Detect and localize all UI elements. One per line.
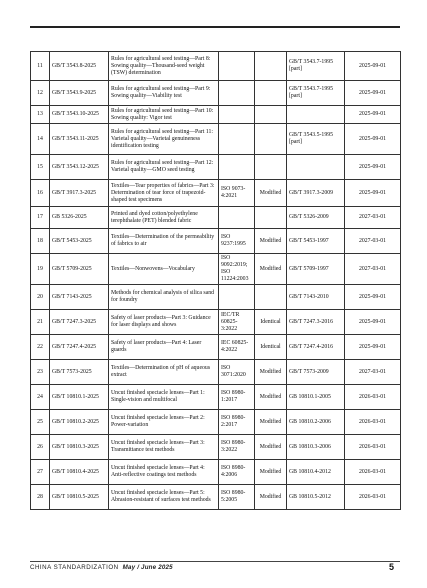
row-number: 15 (31, 155, 50, 180)
standard-title: Printed and dyed cotton/polyethylene terephthalate (PET) blended fabric (109, 207, 219, 229)
table-row (31, 460, 401, 485)
standard-code: GB/T 7143-2025 (50, 285, 109, 310)
table-row (31, 207, 401, 229)
footer-rule (30, 561, 400, 562)
adopted-international-standard (219, 106, 255, 124)
table-row (31, 254, 401, 285)
standard-title: Rules for agricultural seed testing—Part 9: Sowing quality—Viability test (109, 81, 219, 106)
standard-code: GB/T 3543.8-2025 (50, 52, 109, 81)
adoption-relationship: Identical (255, 335, 287, 360)
implementation-date: 2027-03-01 (345, 254, 401, 285)
standard-title: Rules for agricultural seed testing—Part 10: Sowing quality: Vigor test (109, 106, 219, 124)
row-number: 12 (31, 81, 50, 106)
row-number: 13 (31, 106, 50, 124)
table-body (31, 52, 401, 510)
standard-code: GB/T 3543.9-2025 (50, 81, 109, 106)
row-number: 19 (31, 254, 50, 285)
adopted-international-standard: ISO 8980-4:2006 (219, 460, 255, 485)
row-number: 23 (31, 360, 50, 385)
adopted-international-standard: ISO 8980-5:2005 (219, 485, 255, 510)
table-row (31, 229, 401, 254)
adoption-relationship (255, 52, 287, 81)
adopted-international-standard (219, 52, 255, 81)
implementation-date: 2026-03-01 (345, 435, 401, 460)
standard-title: Uncut finished spectacle lenses—Part 3: Transmittance test methods (109, 435, 219, 460)
adoption-relationship (255, 81, 287, 106)
standard-code: GB/T 5709-2025 (50, 254, 109, 285)
adopted-international-standard (219, 207, 255, 229)
implementation-date: 2025-09-01 (345, 106, 401, 124)
replaced-standard: GB/T 3543.7-1995 [part] (287, 81, 345, 106)
table-row (31, 155, 401, 180)
adopted-international-standard: ISO 9073-4:2021 (219, 180, 255, 207)
replaced-standard: GB 10810.3-2006 (287, 435, 345, 460)
table-row (31, 410, 401, 435)
table-row (31, 485, 401, 510)
adopted-international-standard: ISO 8980-3:2022 (219, 435, 255, 460)
standard-code: GB/T 10810.4-2025 (50, 460, 109, 485)
implementation-date: 2026-03-01 (345, 460, 401, 485)
standard-title: Rules for agricultural seed testing—Part 8: Sowing quality—Thousand-seed weight (TSW) determination (109, 52, 219, 81)
implementation-date: 2025-09-01 (345, 285, 401, 310)
adoption-relationship: Identical (255, 310, 287, 335)
replaced-standard: GB/T 3543.5-1995 [part] (287, 124, 345, 155)
row-number: 21 (31, 310, 50, 335)
adoption-relationship (255, 207, 287, 229)
table-row (31, 106, 401, 124)
standard-title: Textiles—Determination of pH of aqueous extract (109, 360, 219, 385)
adoption-relationship (255, 155, 287, 180)
standard-code: GB/T 7247.4-2025 (50, 335, 109, 360)
implementation-date: 2026-03-01 (345, 485, 401, 510)
standard-title: Uncut finished spectacle lenses—Part 4: Anti-reflective coatings test methods (109, 460, 219, 485)
row-number: 17 (31, 207, 50, 229)
table-row (31, 360, 401, 385)
standard-title: Safety of laser products—Part 3: Guidance for laser displays and shows (109, 310, 219, 335)
adopted-international-standard: IEC/TR 60825-3:2022 (219, 310, 255, 335)
row-number: 26 (31, 435, 50, 460)
adopted-international-standard: ISO 8980-2:2017 (219, 410, 255, 435)
replaced-standard (287, 155, 345, 180)
top-rule (30, 26, 400, 28)
standard-code: GB/T 3543.11-2025 (50, 124, 109, 155)
row-number: 27 (31, 460, 50, 485)
standard-title: Rules for agricultural seed testing—Part 11: Varietal quality—Varietal genuineness identification testing (109, 124, 219, 155)
standard-code: GB 5326-2025 (50, 207, 109, 229)
implementation-date: 2025-09-01 (345, 52, 401, 81)
adoption-relationship: Modified (255, 180, 287, 207)
standard-title: Uncut finished spectacle lenses—Part 1: Single-vision and multifocal (109, 385, 219, 410)
adoption-relationship: Modified (255, 385, 287, 410)
standard-code: GB/T 5453-2025 (50, 229, 109, 254)
replaced-standard: GB 10810.4-2012 (287, 460, 345, 485)
standard-code: GB/T 7573-2025 (50, 360, 109, 385)
standard-title: Safety of laser products—Part 4: Laser guards (109, 335, 219, 360)
row-number: 18 (31, 229, 50, 254)
adopted-international-standard (219, 81, 255, 106)
implementation-date: 2026-03-01 (345, 410, 401, 435)
adoption-relationship (255, 106, 287, 124)
table-row (31, 285, 401, 310)
standard-code: GB/T 10810.2-2025 (50, 410, 109, 435)
table-row (31, 385, 401, 410)
adoption-relationship: Modified (255, 229, 287, 254)
adoption-relationship (255, 285, 287, 310)
replaced-standard: GB/T 5453-1997 (287, 229, 345, 254)
standard-code: GB/T 3917.3-2025 (50, 180, 109, 207)
implementation-date: 2025-09-01 (345, 81, 401, 106)
implementation-date: 2027-03-01 (345, 207, 401, 229)
adoption-relationship: Modified (255, 485, 287, 510)
replaced-standard: GB/T 7143-2010 (287, 285, 345, 310)
table-row (31, 180, 401, 207)
adoption-relationship: Modified (255, 360, 287, 385)
page-number: 5 (389, 562, 395, 572)
row-number: 24 (31, 385, 50, 410)
standard-title: Textiles—Tear properties of fabrics—Part 3: Determination of tear force of trapezoid-shaped test specimens (109, 180, 219, 207)
standard-title: Rules for agricultural seed testing—Part 12: Varietal quality—GMO seed testing (109, 155, 219, 180)
table-row (31, 335, 401, 360)
standard-code: GB/T 10810.3-2025 (50, 435, 109, 460)
issue-date: May / June 2025 (122, 564, 173, 571)
replaced-standard: GB/T 7247.4-2016 (287, 335, 345, 360)
adopted-international-standard (219, 124, 255, 155)
table-row (31, 310, 401, 335)
implementation-date: 2025-09-01 (345, 124, 401, 155)
table-row (31, 52, 401, 81)
replaced-standard: GB/T 3543.7-1995 [part] (287, 52, 345, 81)
replaced-standard: GB/T 5326-2009 (287, 207, 345, 229)
replaced-standard: GB/T 5709-1997 (287, 254, 345, 285)
implementation-date: 2025-09-01 (345, 180, 401, 207)
standard-code: GB/T 7247.3-2025 (50, 310, 109, 335)
row-number: 16 (31, 180, 50, 207)
row-number: 22 (31, 335, 50, 360)
row-number: 25 (31, 410, 50, 435)
implementation-date: 2027-03-01 (345, 229, 401, 254)
table-row (31, 124, 401, 155)
standard-title: Textiles—Determination of the permeability of fabrics to air (109, 229, 219, 254)
adoption-relationship: Modified (255, 410, 287, 435)
standard-title: Methods for chemical analysis of silica sand for foundry (109, 285, 219, 310)
adoption-relationship: Modified (255, 254, 287, 285)
standard-title: Uncut finished spectacle lenses—Part 2: Power-variation (109, 410, 219, 435)
implementation-date: 2025-09-01 (345, 155, 401, 180)
standard-code: GB/T 10810.5-2025 (50, 485, 109, 510)
row-number: 20 (31, 285, 50, 310)
adoption-relationship: Modified (255, 460, 287, 485)
adopted-international-standard: ISO 9092:2019; ISO 11224:2003 (219, 254, 255, 285)
implementation-date: 2027-03-01 (345, 360, 401, 385)
row-number: 14 (31, 124, 50, 155)
adopted-international-standard (219, 155, 255, 180)
adoption-relationship: Modified (255, 435, 287, 460)
replaced-standard: GB/T 7247.3-2016 (287, 310, 345, 335)
replaced-standard: GB 10810.5-2012 (287, 485, 345, 510)
adopted-international-standard: ISO 8980-1:2017 (219, 385, 255, 410)
publication-name: CHINA STANDARDIZATION (30, 564, 119, 571)
implementation-date: 2026-03-01 (345, 385, 401, 410)
replaced-standard: GB/T 3917.3-2009 (287, 180, 345, 207)
standard-title: Textiles—Nonwovens—Vocabulary (109, 254, 219, 285)
standard-code: GB/T 10810.1-2025 (50, 385, 109, 410)
implementation-date: 2025-09-01 (345, 335, 401, 360)
replaced-standard: GB 10810.1-2005 (287, 385, 345, 410)
table-row (31, 435, 401, 460)
standard-code: GB/T 3543.12-2025 (50, 155, 109, 180)
implementation-date: 2025-09-01 (345, 310, 401, 335)
adopted-international-standard: IEC 60825-4:2022 (219, 335, 255, 360)
footer-publication (30, 564, 173, 571)
adopted-international-standard (219, 285, 255, 310)
adopted-international-standard: ISO 9237:1995 (219, 229, 255, 254)
replaced-standard (287, 106, 345, 124)
table-row (31, 81, 401, 106)
row-number: 28 (31, 485, 50, 510)
standard-code: GB/T 3543.10-2025 (50, 106, 109, 124)
standard-title: Uncut finished spectacle lenses—Part 5: Abrasion-resistant of surfaces test methods (109, 485, 219, 510)
standards-table (30, 51, 401, 510)
adoption-relationship (255, 124, 287, 155)
replaced-standard: GB/T 7573-2009 (287, 360, 345, 385)
adopted-international-standard: ISO 3071:2020 (219, 360, 255, 385)
row-number: 11 (31, 52, 50, 81)
replaced-standard: GB 10810.2-2006 (287, 410, 345, 435)
